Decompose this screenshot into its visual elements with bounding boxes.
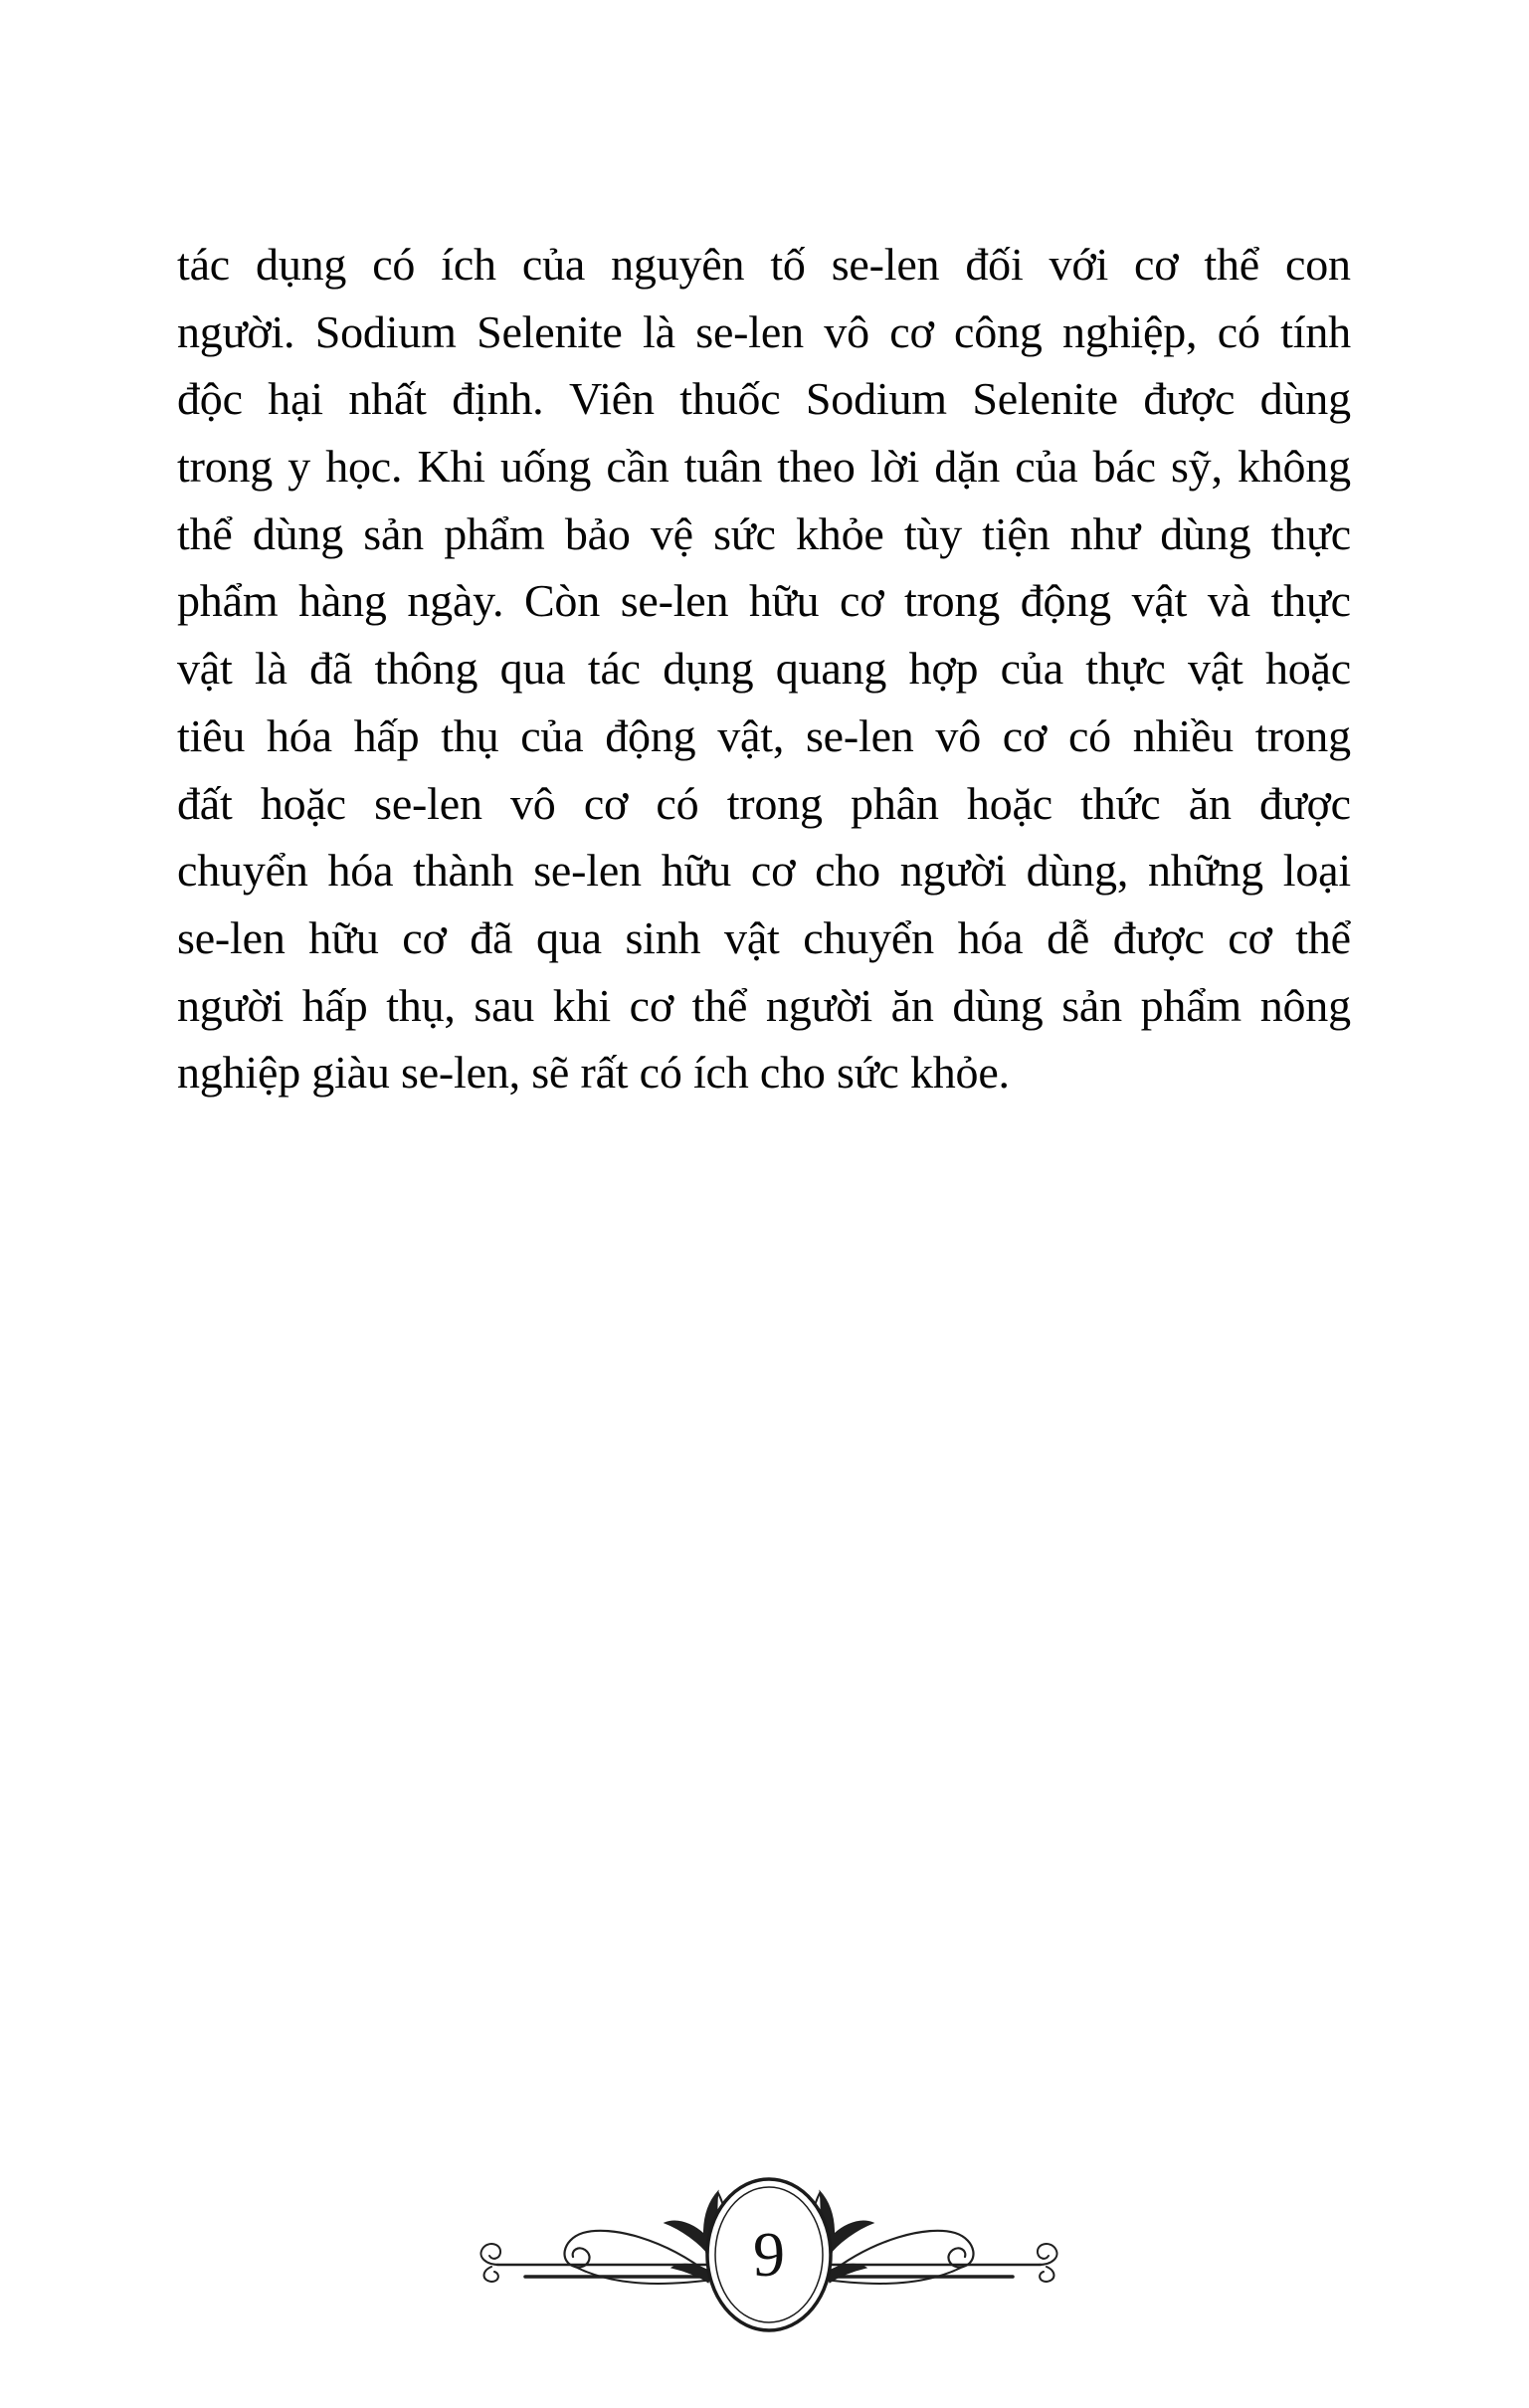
body-paragraph bbox=[177, 231, 1351, 1106]
text-line: người hấp thụ, sau khi cơ thể người ăn dùng sản phẩm nông bbox=[177, 979, 1351, 1031]
text-line: phẩm hàng ngày. Còn se-len hữu cơ trong động vật và thực bbox=[177, 575, 1351, 627]
text-line: đất hoặc se-len vô cơ có trong phân hoặc thức ăn được bbox=[177, 777, 1351, 829]
text-line: nghiệp giàu se-len, sẽ rất có ích cho sức khỏe. bbox=[177, 1047, 1010, 1099]
page-number: 9 bbox=[753, 2219, 785, 2290]
text-line: se-len hữu cơ đã qua sinh vật chuyển hóa dễ được cơ thể bbox=[177, 911, 1351, 963]
text-line: tiêu hóa hấp thụ của động vật, se-len vô cơ có nhiều trong bbox=[177, 709, 1351, 761]
text-line: trong y học. Khi uống cần tuân theo lời dặn của bác sỹ, không bbox=[177, 441, 1351, 493]
page-footer-ornament bbox=[476, 2175, 1062, 2346]
text-line: độc hại nhất định. Viên thuốc Sodium Selenite được dùng bbox=[177, 373, 1351, 425]
text-line: tác dụng có ích của nguyên tố se-len đối với cơ thể con bbox=[177, 239, 1351, 290]
text-line: vật là đã thông qua tác dụng quang hợp của thực vật hoặc bbox=[177, 643, 1351, 695]
text-line: thể dùng sản phẩm bảo vệ sức khỏe tùy tiện như dùng thực bbox=[177, 507, 1351, 559]
text-line: người. Sodium Selenite là se-len vô cơ công nghiệp, có tính bbox=[177, 305, 1351, 357]
text-line: chuyển hóa thành se-len hữu cơ cho người dùng, những loại bbox=[177, 845, 1351, 897]
